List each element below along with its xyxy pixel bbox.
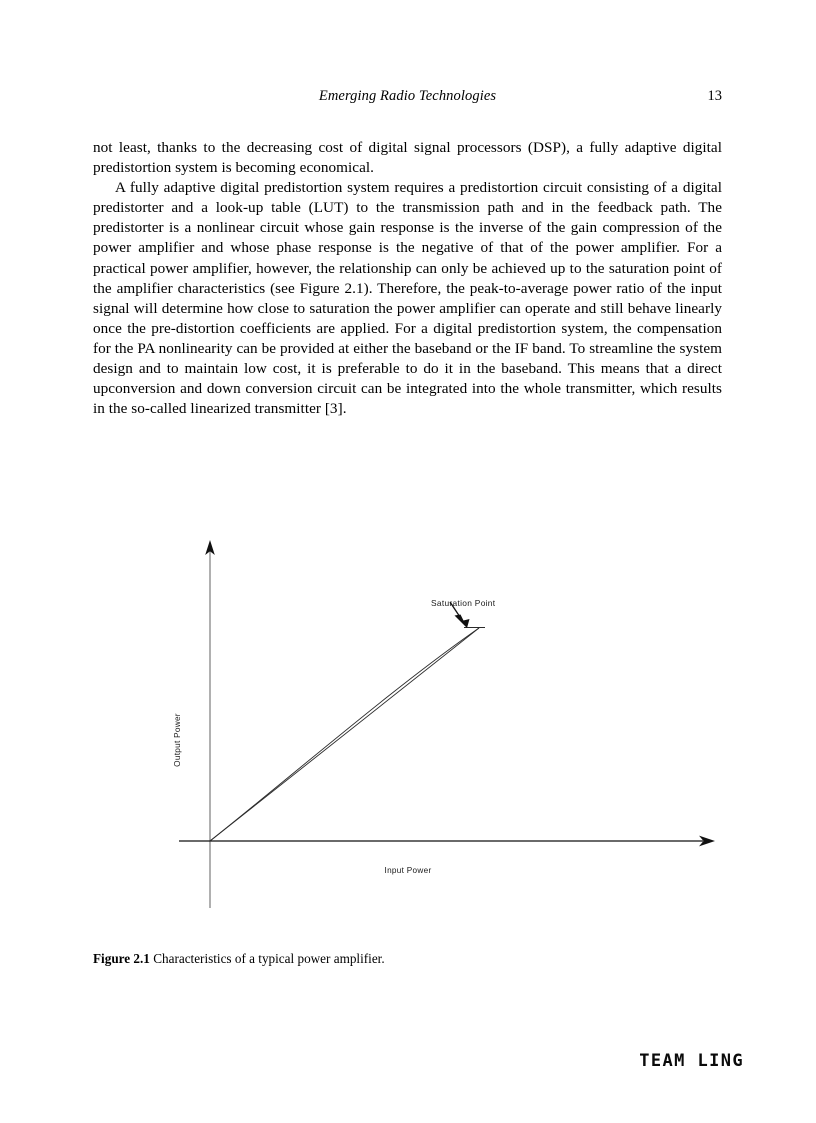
running-head-title: Emerging Radio Technologies [318, 88, 497, 104]
saturation-arrow-head [455, 615, 470, 629]
paragraph-predistortion-system: A fully adaptive digital predistortion system requires a predistortion circuit consisting of a digital predistorter and a look-up table (LUT) to the transmission path and in the feedback path. The predistorter is a nonlinear circuit whose gain response is the inverse of the gain compression of the power amplifier and whose phase response is the negative of that of the power amplifier. For a practical power amplifier, however, the relationship can only be achieved up to the saturation point of the amplifier characteristics (see Figure 2.1). Therefore, the peak-to-average power ratio of the input signal will determine how close to saturation the power amplifier can operate and still behave linearly once the pre-distortion coefficients are applied. For a digital predistortion system, the compensation for the PA nonlinearity can be provided at either the baseband or the IF band. To streamline the system design and to maintain low cost, it is preferable to do it in the baseband. This means that a direct upconversion and down conversion circuit can be integrated into the whole transmitter, which results in the so-called linearized transmitter [3]. [93, 179, 722, 418]
running-head [93, 87, 722, 107]
power-amplifier-characteristic-chart [93, 528, 722, 928]
figure-caption-text: Characteristics of a typical power amplifier. [153, 951, 385, 966]
figure-caption [93, 950, 722, 967]
page-number: 13 [707, 88, 722, 104]
footer-watermark: TEAM LING [639, 1051, 744, 1071]
paragraph-continued: not least, thanks to the decreasing cost of digital signal processors (DSP), a fully adaptive digital predistortion system is becoming economical. [93, 139, 722, 177]
figure-2-1 [93, 528, 722, 928]
figure-caption-number: Figure 2.1 [93, 951, 150, 966]
ideal-linear-response-line [210, 628, 479, 841]
x-axis-label: Input Power [384, 866, 432, 875]
saturation-point-label: Saturation Point [431, 598, 496, 608]
body-text-column [93, 138, 722, 419]
y-axis-label: Output Power [173, 713, 182, 767]
